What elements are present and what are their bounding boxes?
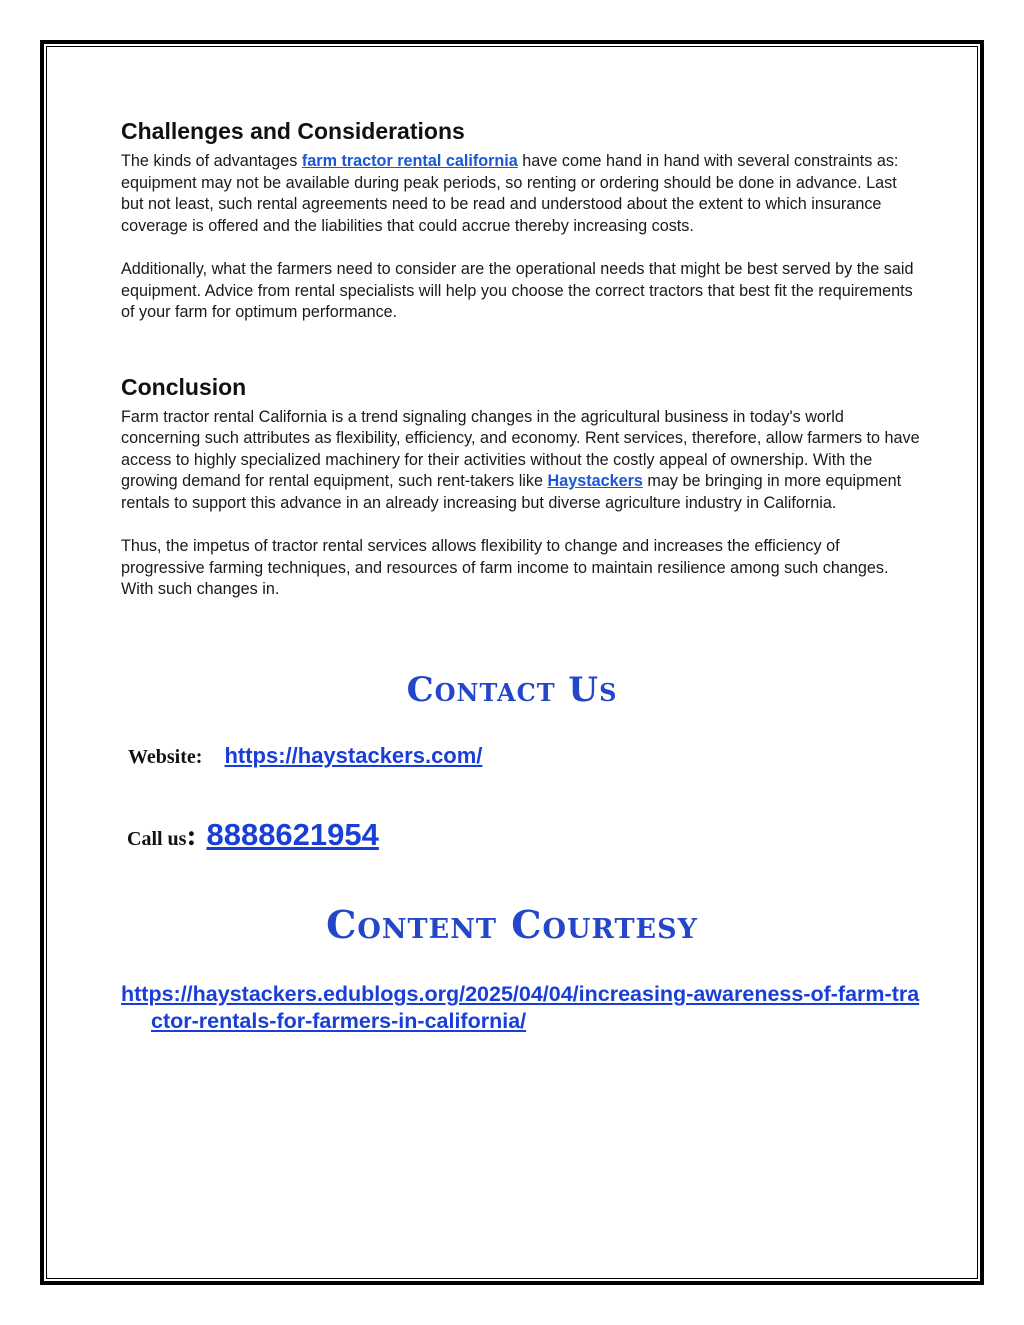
call-colon: : (186, 819, 197, 852)
conclusion-paragraph-2: Thus, the impetus of tractor rental services allows flexibility to change and increases the efficiency of progressive farming techniques, and resources of farm income to maintain resilience among such changes. With such changes in. (121, 537, 889, 598)
challenges-p1-text-after: have come hand in hand with several constraints as: equipment may not be available during peak periods, so renting or ordering should be done in advance. Last but not least, such rental agreements need to be read and understood about the extent to which insurance coverage is offered and the liabilities that could accrue thereby increasing costs. (121, 152, 899, 235)
haystackers-link[interactable]: Haystackers (547, 472, 643, 490)
conclusion-paragraph-1 (121, 407, 921, 515)
call-row (127, 817, 379, 853)
conclusion-heading: Conclusion (121, 373, 247, 400)
challenges-paragraph-2: Additionally, what the farmers need to consider are the operational needs that might be best served by the said equipment. Advice from rental specialists will help you choose the correct tractors that best fit the requirements of your farm for optimum performance. (121, 260, 914, 321)
conclusion-p1-text-before: Farm tractor rental California is a trend signaling changes in the agricultural business in today's world concerning such attributes as flexibility, efficiency, and economy. Rent services, therefore, allow farmers to have access to highly specialized machinery for their activities without the costly appeal of ownership. With the growing demand for rental equipment, such rent-takers like (121, 407, 920, 490)
challenges-heading: Challenges and Considerations (121, 118, 465, 144)
challenges-p1-text-before: The kinds of advantages (121, 152, 302, 170)
phone-link[interactable]: 8888621954 (206, 817, 379, 852)
farm-tractor-rental-link[interactable]: farm tractor rental california (301, 152, 518, 170)
courtesy-source-link[interactable]: https://haystackers.edublogs.org/2025/04/04/increasing-awareness-of-farm-tractor-rentals-for-farmers-in-california/ (121, 982, 920, 1033)
conclusion-p1-text-after: may be bringing in more equipment rentals to support this advance in an already increasing but diverse agriculture industry in California. (121, 472, 902, 512)
website-link[interactable]: https://haystackers.com/ (224, 743, 483, 768)
contact-us-title: Contact Us (406, 670, 618, 710)
website-row (128, 743, 482, 769)
content-courtesy-title: Content Courtesy (326, 902, 698, 947)
document-body (121, 118, 921, 601)
website-label: Website: (128, 746, 203, 768)
challenges-paragraph-1 (121, 151, 921, 237)
call-label: Call us (127, 828, 187, 850)
